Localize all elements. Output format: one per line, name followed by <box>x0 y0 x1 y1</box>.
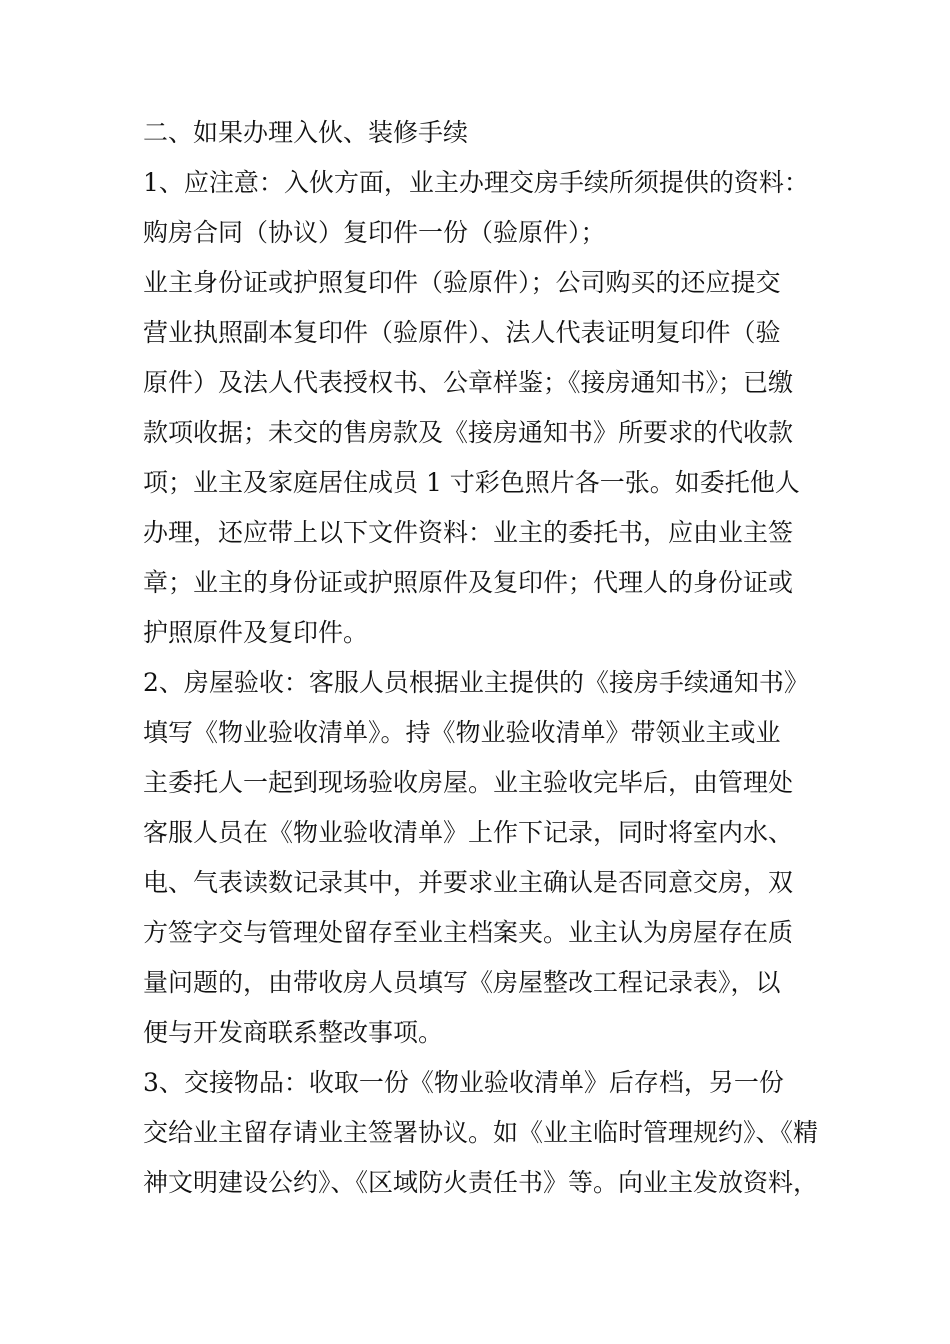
document-body <box>143 108 823 1208</box>
text-line: 交给业主留存请业主签署协议。如《业主临时管理规约》、《精 <box>143 1118 819 1147</box>
text-line: 款项收据；未交的售房款及《接房通知书》所要求的代收款 <box>143 418 794 447</box>
section-heading: 二、如果办理入伙、装修手续 <box>143 118 469 147</box>
text-line: 填写《物业验收清单》。持《物业验收清单》带领业主或业 <box>143 718 781 747</box>
text-line: 2、房屋验收：客服人员根据业主提供的《接房手续通知书》 <box>143 668 809 697</box>
text-line: 营业执照副本复印件（验原件）、法人代表证明复印件（验 <box>143 318 781 347</box>
text-line: 购房合同（协议）复印件一份（验原件）； <box>143 218 606 247</box>
text-line: 3、交接物品：收取一份《物业验收清单》后存档，另一份 <box>143 1068 784 1097</box>
text-line: 方签字交与管理处留存至业主档案夹。业主认为房屋存在质 <box>143 918 794 947</box>
text-line: 主委托人一起到现场验收房屋。业主验收完毕后，由管理处 <box>143 768 794 797</box>
text-line: 办理，还应带上以下文件资料：业主的委托书，应由业主签 <box>143 518 794 547</box>
text-line: 章；业主的身份证或护照原件及复印件；代理人的身份证或 <box>143 568 794 597</box>
text-line: 原件）及法人代表授权书、公章样鉴；《接房通知书》；已缴 <box>143 368 794 397</box>
text-line: 电、气表读数记录其中，并要求业主确认是否同意交房，双 <box>143 868 794 897</box>
text-line: 业主身份证或护照复印件（验原件）；公司购买的还应提交 <box>143 268 781 297</box>
text-line: 便与开发商联系整改事项。 <box>143 1018 444 1047</box>
text-line: 1、应注意：入伙方面，业主办理交房手续所须提供的资料： <box>143 168 809 197</box>
text-line: 量问题的，由带收房人员填写《房屋整改工程记录表》，以 <box>143 968 781 997</box>
text-line: 项；业主及家庭居住成员 1 寸彩色照片各一张。如委托他人 <box>143 468 800 497</box>
text-line: 客服人员在《物业验收清单》上作下记录，同时将室内水、 <box>143 818 794 847</box>
text-line: 神文明建设公约》、《区域防火责任书》等。向业主发放资料， <box>143 1168 819 1197</box>
text-line: 护照原件及复印件。 <box>143 618 369 647</box>
